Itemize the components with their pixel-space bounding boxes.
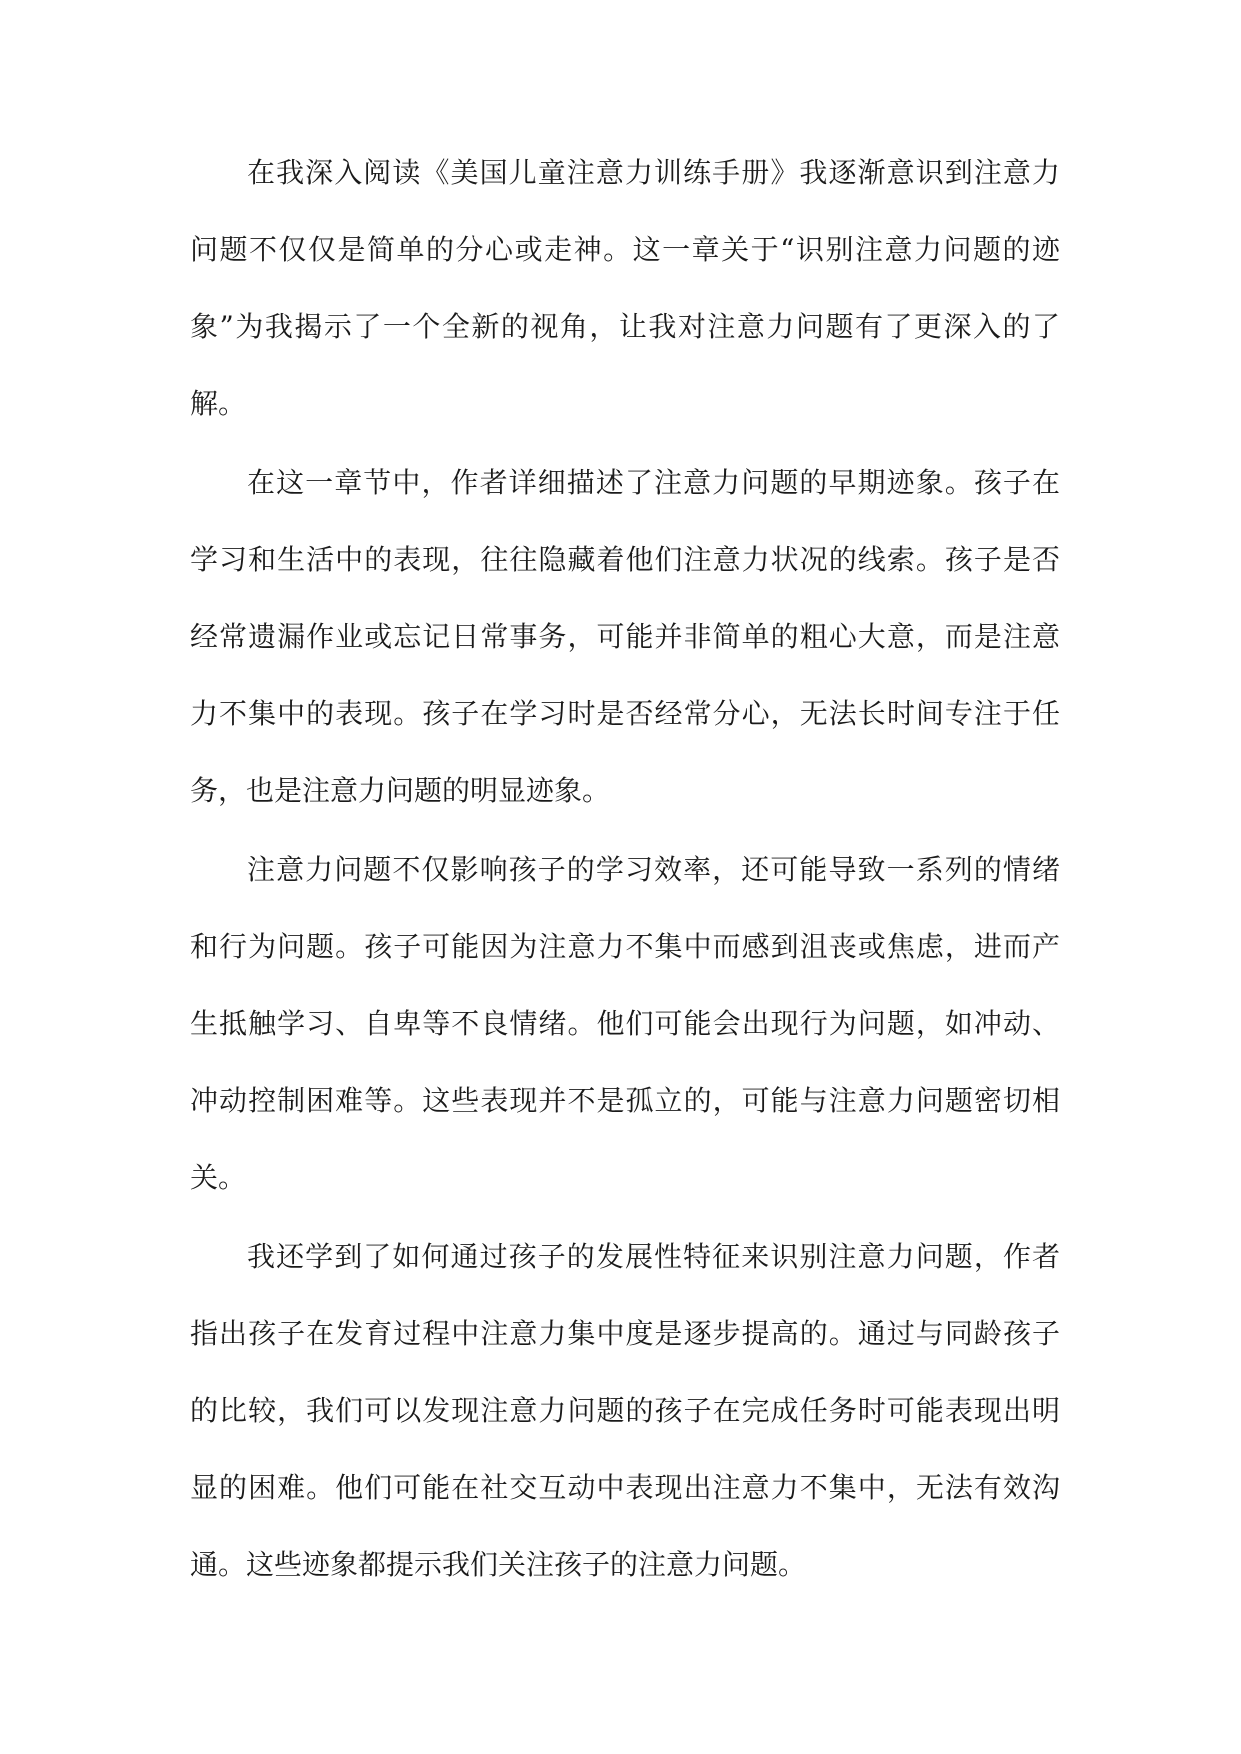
paragraph-line: 和行为问题。孩子可能因为注意力不集中而感到沮丧或焦虑，进而产 — [190, 930, 1060, 963]
paragraph-line: 指出孩子在发育过程中注意力集中度是逐步提高的。通过与同龄孩子 — [190, 1317, 1060, 1350]
paragraph-1 — [190, 144, 1060, 452]
paragraph-line: 我还学到了如何通过孩子的发展性特征来识别注意力问题，作者 — [247, 1240, 1060, 1273]
paragraph-line: 在我深入阅读《美国儿童注意力训练手册》我逐渐意识到注意力 — [247, 156, 1060, 189]
paragraph-line: 的比较，我们可以发现注意力问题的孩子在完成任务时可能表现出明 — [190, 1394, 1060, 1427]
paragraph-line: 问题不仅仅是简单的分心或走神。这一章关于“识别注意力问题的迹 — [190, 233, 1060, 266]
paragraph-line: 务，也是注意力问题的明显迹象。 — [190, 774, 611, 807]
paragraph-line: 解。 — [190, 387, 247, 420]
paragraph-line: 冲动控制困难等。这些表现并不是孤立的，可能与注意力问题密切相 — [190, 1084, 1060, 1117]
paragraph-line: 生抵触学习、自卑等不良情绪。他们可能会出现行为问题，如冲动、 — [190, 1007, 1060, 1040]
paragraph-line: 关。 — [190, 1161, 247, 1194]
paragraph-line: 学习和生活中的表现，往往隐藏着他们注意力状况的线索。孩子是否 — [190, 543, 1060, 576]
paragraph-2 — [190, 454, 1060, 839]
paragraph-line: 显的困难。他们可能在社交互动中表现出注意力不集中，无法有效沟 — [190, 1471, 1060, 1504]
paragraph-line: 经常遗漏作业或忘记日常事务，可能并非简单的粗心大意，而是注意 — [190, 620, 1060, 653]
document-page — [190, 144, 1060, 1615]
paragraph-4 — [190, 1228, 1060, 1613]
paragraph-line: 象”为我揭示了一个全新的视角，让我对注意力问题有了更深入的了 — [190, 310, 1060, 343]
paragraph-line: 在这一章节中，作者详细描述了注意力问题的早期迹象。孩子在 — [247, 466, 1060, 499]
paragraph-line: 注意力问题不仅影响孩子的学习效率，还可能导致一系列的情绪 — [247, 853, 1060, 886]
paragraph-line: 力不集中的表现。孩子在学习时是否经常分心，无法长时间专注于任 — [190, 697, 1060, 730]
paragraph-line: 通。这些迹象都提示我们关注孩子的注意力问题。 — [190, 1548, 807, 1581]
paragraph-3 — [190, 841, 1060, 1226]
